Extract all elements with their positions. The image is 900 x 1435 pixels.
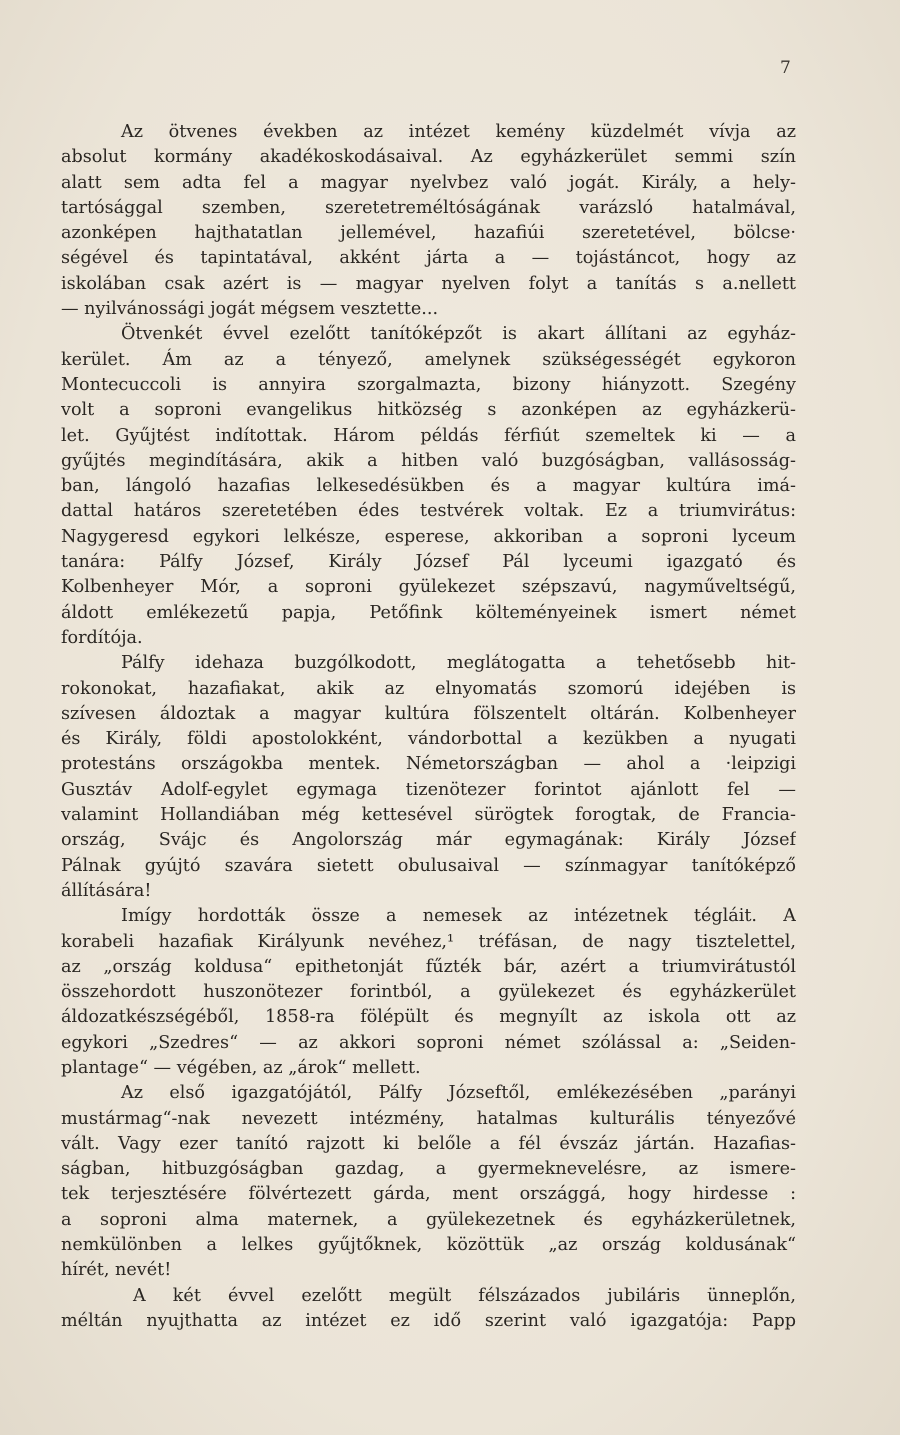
text-line: korabeli hazafiak Királyunk nevéhez,¹ tréfásan, de nagy tisztelettel,: [61, 931, 796, 952]
text-line: A két évvel ezelőtt megült félszázados jubiláris ünneplőn,: [133, 1285, 796, 1306]
text-line: és Király, földi apostolokként, vándorbottal a kezükben a nyugati: [61, 729, 796, 750]
page-number: 7: [780, 58, 791, 78]
text-line: áldott emlékezetű papja, Petőfink költeményeinek ismert német: [61, 602, 796, 623]
text-line: a soproni alma maternek, a gyülekezetnek és egyházkerületnek,: [61, 1209, 796, 1230]
text-line: — nyilvánossági jogát mégsem vesztette...: [61, 299, 439, 320]
text-line: protestáns országokba mentek. Németországban — ahol a ·leipzigi: [61, 754, 796, 775]
text-line: Kolbenheyer Mór, a soproni gyülekezet szépszavú, nagyműveltségű,: [61, 577, 796, 598]
text-line: összehordott huszonötezer forintból, a gyülekezet és egyházkerület: [61, 982, 796, 1003]
text-line: az „ország koldusa“ epithetonját fűzték bár, azért a triumvirátustól: [61, 956, 796, 977]
text-line: Az ötvenes években az intézet kemény küzdelmét vívja az: [121, 122, 796, 142]
text-line: Pálnak gyújtó szavára sietett obulusaival — színmagyar tanítóképző: [61, 855, 796, 876]
text-line: tartósággal szemben, szeretetreméltóságának varázsló hatalmával,: [61, 197, 796, 218]
text-line: mustármag“-nak nevezett intézmény, hatalmas kulturális tényezővé: [61, 1108, 796, 1129]
text-line: dattal határos szeretetében édes testvérek voltak. Ez a triumvirátus:: [61, 501, 796, 522]
text-line: volt a soproni evangelikus hitközség s azonképen az egyházkerü-: [61, 400, 796, 421]
text-line: fordítója.: [61, 627, 143, 648]
text-line: nemkülönben a lelkes gyűjtőknek, közöttük „az ország koldusának“: [61, 1235, 796, 1256]
text-line: ságban, hitbuzgóságban gazdag, a gyermeknevelésre, az ismere-: [61, 1159, 796, 1180]
text-line: Imígy hordották össze a nemesek az intézetnek tégláit. A: [121, 906, 796, 927]
text-line: gyűjtés megindítására, akik a hitben való buzgóságban, vallásosság-: [61, 450, 796, 471]
text-line: szívesen áldoztak a magyar kultúra fölszentelt oltárán. Kolbenheyer: [61, 703, 796, 724]
text-line: tek terjesztésére fölvértezett gárda, ment országgá, hogy hirdesse :: [61, 1184, 796, 1205]
text-line: vált. Vagy ezer tanító rajzott ki belőle a fél évszáz jártán. Hazafias-: [61, 1133, 796, 1154]
body-text: [61, 120, 796, 1334]
text-line: ország, Svájc és Angolország már egymagának: Király József: [61, 830, 796, 851]
text-line: Gusztáv Adolf-egylet egymaga tizenötezer forintot ajánlott fel —: [61, 779, 796, 800]
text-line: Pálfy idehaza buzgólkodott, meglátogatta a tehetősebb hit-: [121, 653, 796, 674]
text-line: tanára: Pálfy József, Király József Pál lyceumi igazgató és: [61, 552, 796, 573]
text-line: egykori „Szedres“ — az akkori soproni német szólással a: „Seiden-: [61, 1032, 796, 1053]
text-line: állítására!: [61, 880, 152, 901]
text-line: alatt sem adta fel a magyar nyelvbez való jogát. Király, a hely-: [61, 172, 796, 193]
text-line: Nagygeresd egykori lelkésze, esperese, akkoriban a soproni lyceum: [61, 526, 796, 547]
text-line: absolut kormány akadékoskodásaival. Az egyházkerület semmi szín: [61, 147, 796, 168]
text-line: hírét, nevét!: [61, 1260, 172, 1281]
text-line: Montecuccoli is annyira szorgalmazta, bizony hiányzott. Szegény: [61, 374, 796, 395]
text-line: ségével és tapintatával, akként járta a — tojástáncot, hogy az: [61, 248, 796, 269]
text-line: ban, lángoló hazafias lelkesedésükben és a magyar kultúra imá-: [61, 476, 796, 497]
text-line: áldozatkészségéből, 1858-ra fölépült és megnyílt az iskola ott az: [61, 1007, 796, 1028]
text-line: azonképen hajthatatlan jellemével, hazafiúi szeretetével, bölcse·: [61, 223, 796, 244]
text-line: Az első igazgatójától, Pálfy Józseftől, emlékezésében „parányi: [121, 1083, 796, 1104]
text-line: plantage“ — végében, az „árok“ mellett.: [61, 1057, 421, 1078]
text-line: kerület. Ám az a tényező, amelynek szükségességét egykoron: [61, 349, 796, 370]
text-line: méltán nyujthatta az intézet ez idő szerint való igazgatója: Papp: [61, 1310, 796, 1331]
text-line: rokonokat, hazafiakat, akik az elnyomatás szomorú idejében is: [61, 678, 796, 699]
text-line: iskolában csak azért is — magyar nyelven folyt a tanítás s a.nellett: [61, 273, 796, 294]
text-line: valamint Hollandiában még kettesével sürögtek forogtak, de Francia-: [61, 805, 796, 826]
text-line: let. Gyűjtést indítottak. Három példás férfiút szemeltek ki — a: [61, 425, 796, 446]
text-line: Ötvenkét évvel ezelőtt tanítóképzőt is akart állítani az egyház-: [121, 324, 796, 345]
